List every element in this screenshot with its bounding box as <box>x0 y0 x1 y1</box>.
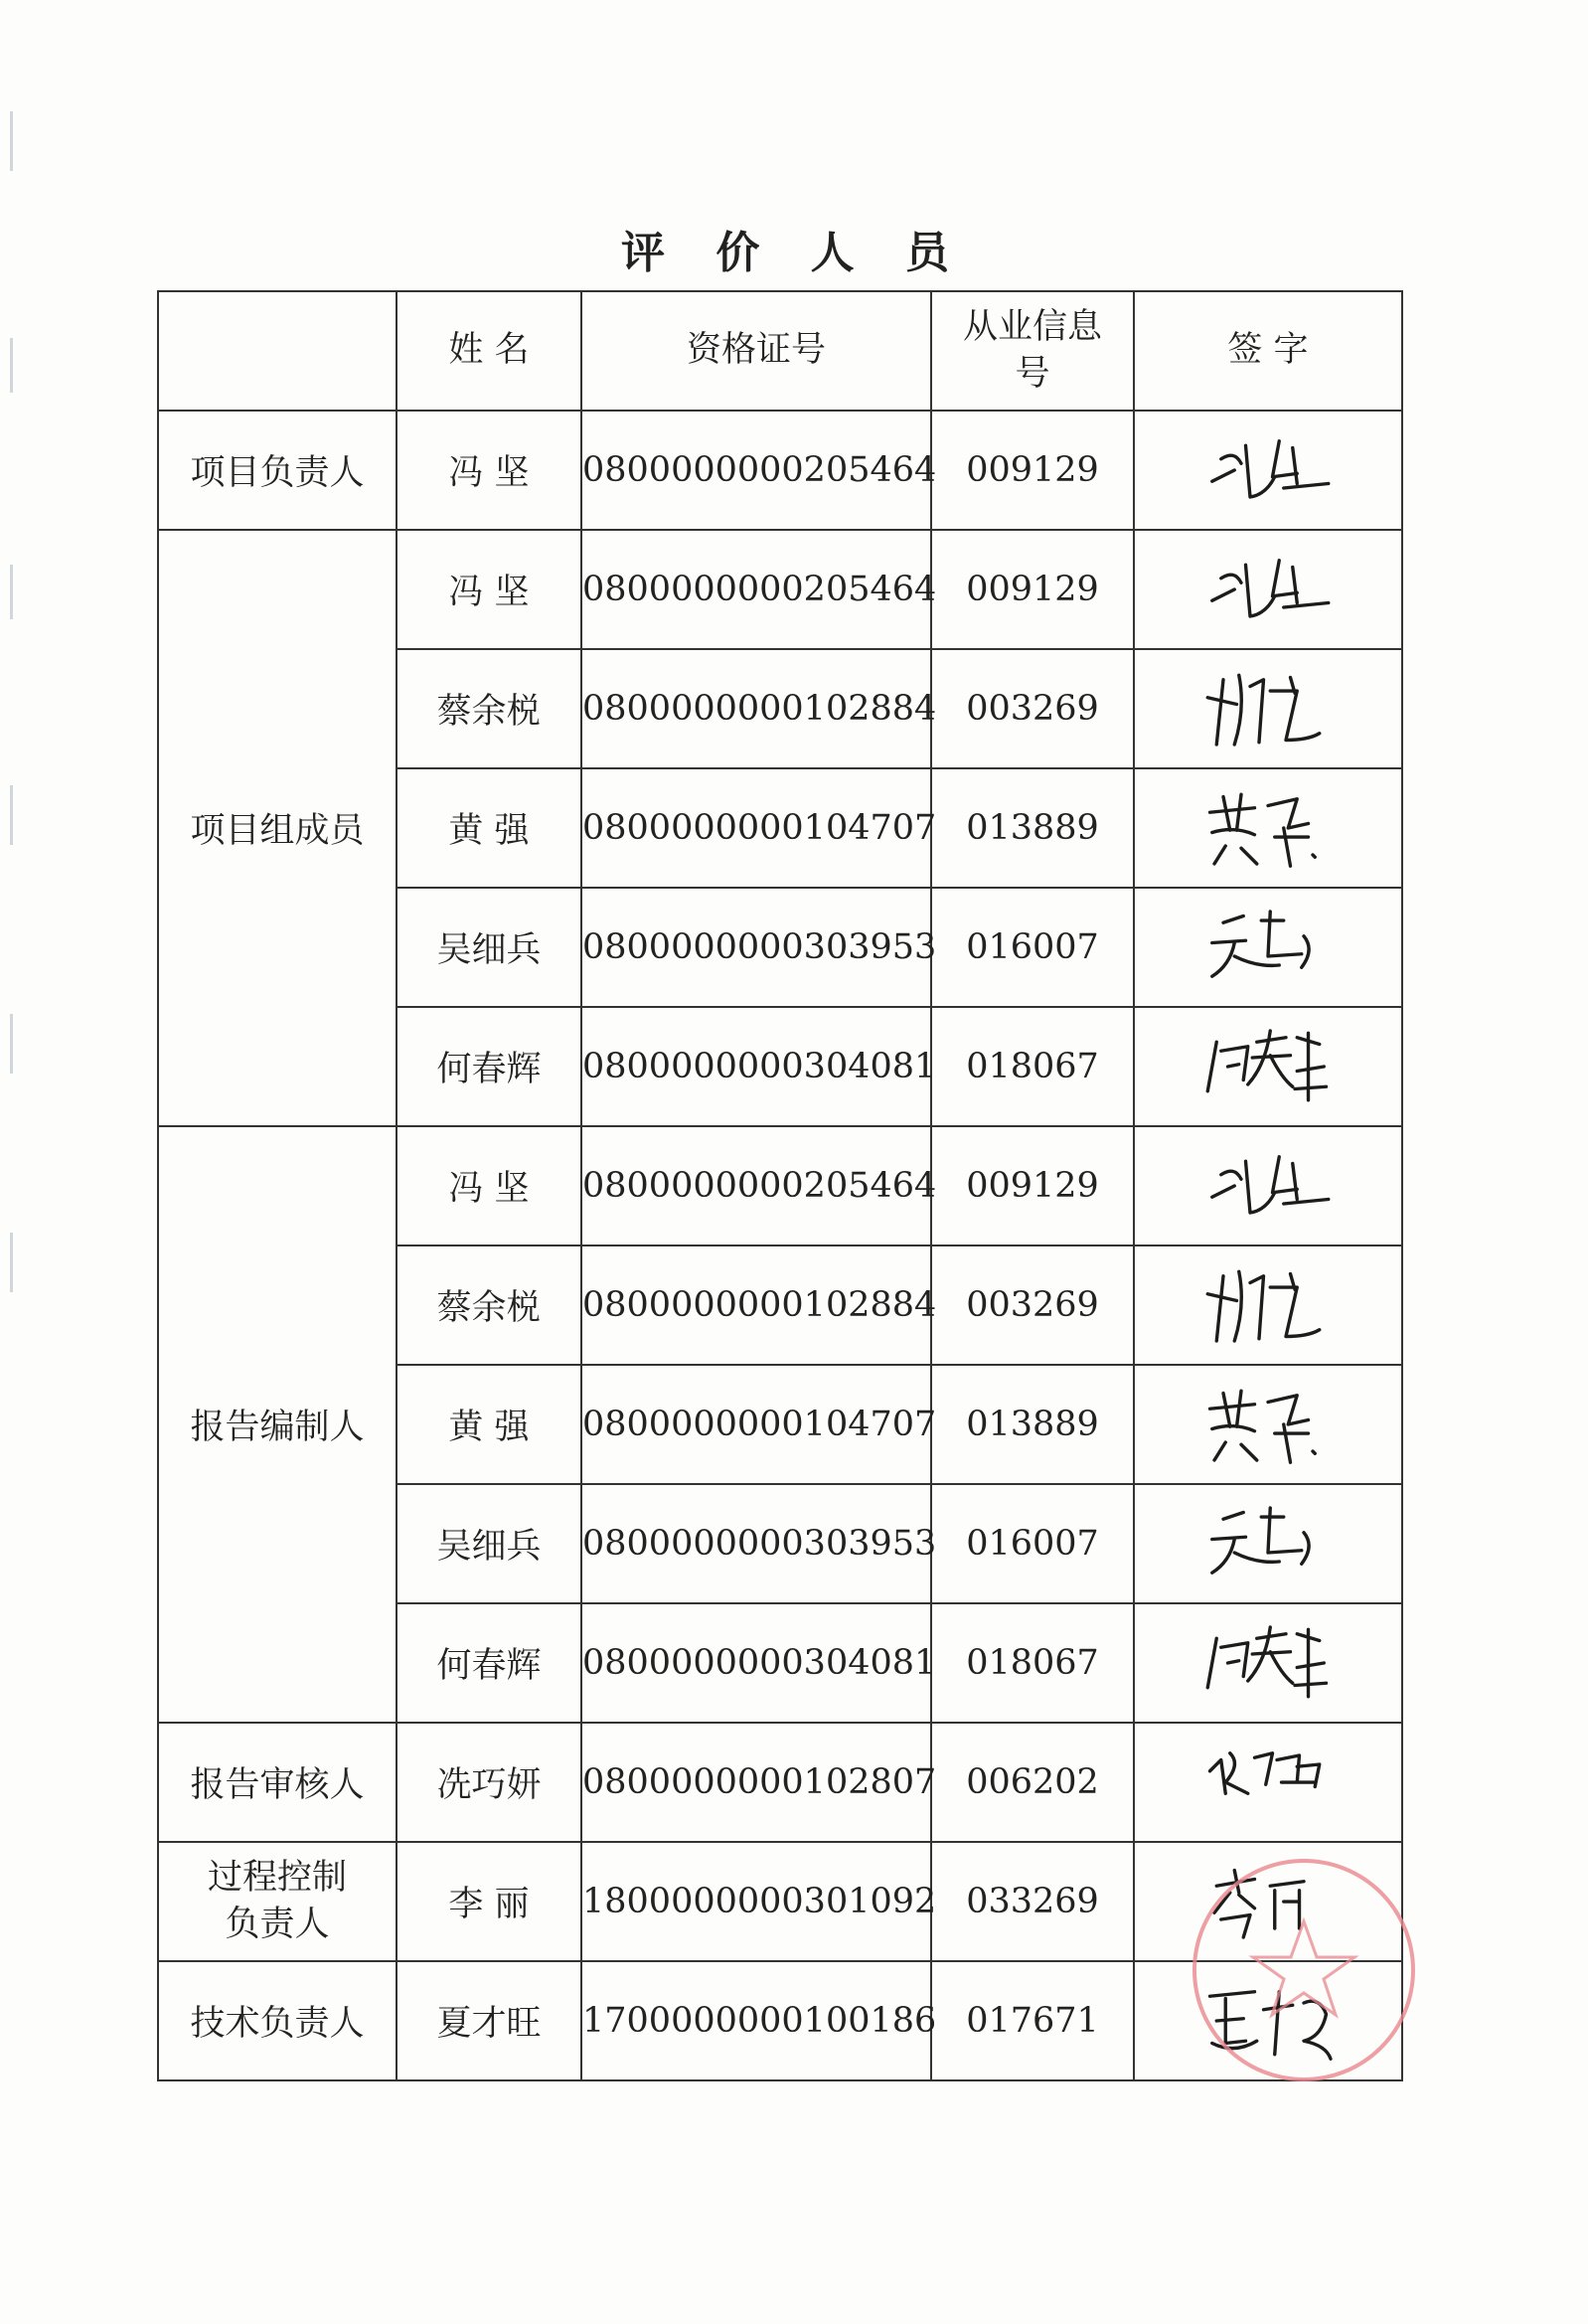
info-number: 017671 <box>931 1961 1134 2080</box>
header-name: 姓 名 <box>397 291 581 411</box>
header-info <box>931 291 1134 411</box>
header-cert: 资格证号 <box>581 291 931 411</box>
table-header-row <box>158 291 1402 411</box>
signature-cell <box>1134 1126 1402 1245</box>
person-name: 冼巧妍 <box>397 1723 581 1842</box>
cert-number: 0800000000304081 <box>581 1007 931 1126</box>
info-number: 033269 <box>931 1842 1134 1961</box>
signature-cell <box>1134 1245 1402 1365</box>
signature-cell <box>1134 1603 1402 1723</box>
table-row <box>158 1723 1402 1842</box>
info-number: 003269 <box>931 649 1134 768</box>
signature-image <box>1179 1976 1357 2066</box>
signature-image <box>1179 1738 1357 1827</box>
info-number: 018067 <box>931 1007 1134 1126</box>
person-name: 冯 坚 <box>397 411 581 530</box>
signature-image <box>1179 1499 1357 1588</box>
table-row <box>158 1842 1402 1961</box>
info-number: 009129 <box>931 411 1134 530</box>
scan-edge-mark <box>10 785 13 845</box>
table-row <box>158 411 1402 530</box>
role-cell: 项目组成员 <box>158 530 397 1126</box>
cert-number: 0800000000303953 <box>581 1484 931 1603</box>
cert-number: 0800000000205464 <box>581 411 931 530</box>
signature-image <box>1179 783 1357 873</box>
signature-image <box>1179 664 1357 753</box>
header-signature: 签 字 <box>1134 291 1402 411</box>
info-number: 006202 <box>931 1723 1134 1842</box>
signature-cell <box>1134 530 1402 649</box>
role-cell: 过程控制负责人 <box>158 1842 397 1961</box>
person-name: 李 丽 <box>397 1842 581 1961</box>
person-name: 夏才旺 <box>397 1961 581 2080</box>
person-name: 何春辉 <box>397 1007 581 1126</box>
cert-number: 0800000000104707 <box>581 768 931 888</box>
signature-image <box>1179 425 1357 515</box>
cert-number: 0800000000102807 <box>581 1723 931 1842</box>
signature-cell <box>1134 411 1402 530</box>
scan-edge-mark <box>10 338 13 393</box>
info-number: 013889 <box>931 1365 1134 1484</box>
table-row <box>158 1126 1402 1245</box>
signature-image <box>1179 1022 1357 1111</box>
person-name: 黄 强 <box>397 768 581 888</box>
signature-cell <box>1134 649 1402 768</box>
role-cell: 报告编制人 <box>158 1126 397 1723</box>
cert-number: 0800000000102884 <box>581 1245 931 1365</box>
signature-image <box>1179 1380 1357 1469</box>
signature-cell <box>1134 888 1402 1007</box>
person-name: 蔡余棁 <box>397 649 581 768</box>
person-name: 冯 坚 <box>397 530 581 649</box>
signature-image <box>1179 1618 1357 1708</box>
info-number: 009129 <box>931 1126 1134 1245</box>
signature-image <box>1179 1141 1357 1231</box>
person-name: 黄 强 <box>397 1365 581 1484</box>
signature-image <box>1179 545 1357 634</box>
evaluator-table <box>157 290 1403 2081</box>
signature-cell <box>1134 768 1402 888</box>
cert-number: 0800000000205464 <box>581 530 931 649</box>
signature-image <box>1179 903 1357 992</box>
signature-cell <box>1134 1484 1402 1603</box>
signature-cell <box>1134 1365 1402 1484</box>
person-name: 冯 坚 <box>397 1126 581 1245</box>
cert-number: 0800000000102884 <box>581 649 931 768</box>
person-name: 蔡余棁 <box>397 1245 581 1365</box>
info-number: 016007 <box>931 888 1134 1007</box>
info-number: 013889 <box>931 768 1134 888</box>
table-row <box>158 1961 1402 2080</box>
cert-number: 1800000000301092 <box>581 1842 931 1961</box>
role-cell: 项目负责人 <box>158 411 397 530</box>
signature-cell <box>1134 1961 1402 2080</box>
info-number: 009129 <box>931 530 1134 649</box>
info-number: 003269 <box>931 1245 1134 1365</box>
person-name: 吴细兵 <box>397 1484 581 1603</box>
scan-edge-mark <box>10 1233 13 1292</box>
header-role <box>158 291 397 411</box>
scan-edge-mark <box>10 565 13 619</box>
signature-cell <box>1134 1842 1402 1961</box>
signature-cell <box>1134 1007 1402 1126</box>
header-info-label: 从业信息号 <box>963 306 1103 394</box>
cert-number: 0800000000205464 <box>581 1126 931 1245</box>
cert-number: 0800000000104707 <box>581 1365 931 1484</box>
person-name: 吴细兵 <box>397 888 581 1007</box>
cert-number: 1700000000100186 <box>581 1961 931 2080</box>
info-number: 016007 <box>931 1484 1134 1603</box>
signature-image <box>1179 1260 1357 1350</box>
role-cell: 技术负责人 <box>158 1961 397 2080</box>
signature-cell <box>1134 1723 1402 1842</box>
role-cell: 报告审核人 <box>158 1723 397 1842</box>
table-row <box>158 530 1402 649</box>
scan-edge-mark <box>10 111 13 171</box>
cert-number: 0800000000303953 <box>581 888 931 1007</box>
cert-number: 0800000000304081 <box>581 1603 931 1723</box>
scan-edge-mark <box>10 1014 13 1074</box>
page-title: 评 价 人 员 <box>621 228 967 278</box>
signature-image <box>1179 1857 1357 1946</box>
person-name: 何春辉 <box>397 1603 581 1723</box>
info-number: 018067 <box>931 1603 1134 1723</box>
